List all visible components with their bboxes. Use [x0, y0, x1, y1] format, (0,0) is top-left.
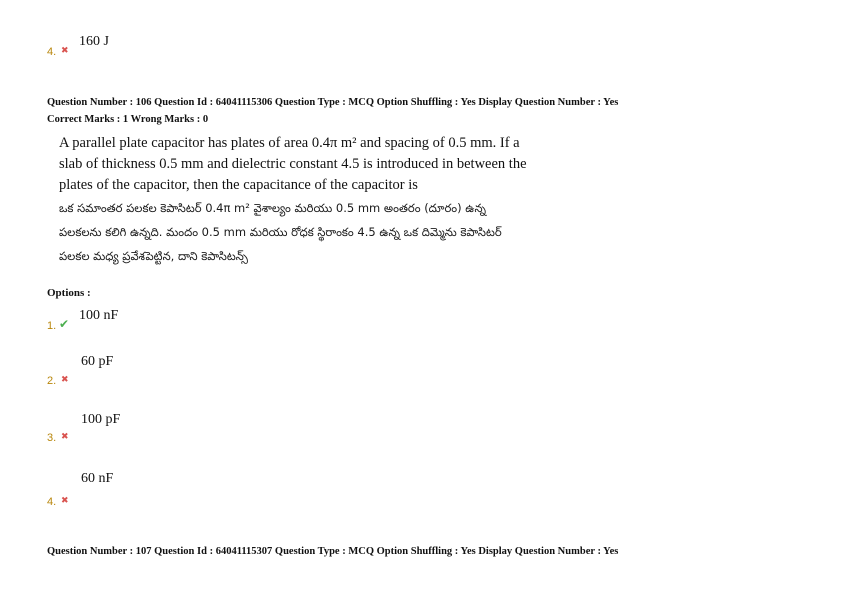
option-text: 60 pF: [81, 354, 114, 369]
option-number: 4.: [47, 496, 57, 508]
wrong-mark-icon: ✖: [61, 46, 69, 56]
question-text-telugu-line: ఒక సమాంతర పలకల కెపాసిటర్ 0.4π m² వైశాల్యం మరియు 0.5 mm అంతరం (దూరం) ఉన్న: [59, 201, 486, 215]
question-text-line: A parallel plate capacitor has plates of area 0.4π m² and spacing of 0.5 mm. If a: [59, 135, 520, 151]
wrong-mark-icon: ✖: [61, 496, 69, 506]
question-marks: Correct Marks : 1 Wrong Marks : 0: [47, 114, 209, 125]
wrong-mark-icon: ✖: [61, 432, 69, 442]
next-question-header: Question Number : 107 Question Id : 64041115307 Question Type : MCQ Option Shuffling : Yes Display Question Number : Yes: [47, 546, 619, 557]
options-label: Options :: [47, 287, 91, 299]
question-text-line: slab of thickness 0.5 mm and dielectric constant 4.5 is introduced in between the: [59, 156, 527, 172]
question-text-line: plates of the capacitor, then the capacitance of the capacitor is: [59, 177, 418, 193]
check-mark-icon: ✔: [59, 317, 70, 331]
wrong-mark-icon: ✖: [61, 375, 69, 385]
prev-option-number: 4.: [47, 46, 57, 58]
prev-option-text: 160 J: [79, 34, 109, 49]
option-text: 60 nF: [81, 471, 114, 486]
option-number: 3.: [47, 432, 57, 444]
question-text-telugu-line: పలకల మధ్య ప్రవేశపెట్టిన, దాని కెపాసిటన్స్: [59, 249, 248, 263]
option-number: 1.: [47, 320, 57, 332]
question-header: Question Number : 106 Question Id : 64041115306 Question Type : MCQ Option Shuffling : Yes Display Question Number : Yes: [47, 97, 619, 108]
option-text: 100 pF: [81, 412, 121, 427]
option-number: 2.: [47, 375, 57, 387]
question-text-telugu-line: పలకలను కలిగి ఉన్నది. మందం 0.5 mm మరియు రోధక స్థిరాంకం 4.5 ఉన్న ఒక దిమ్మెను కెపాసిటర్: [59, 225, 502, 239]
option-text: 100 nF: [79, 308, 119, 323]
